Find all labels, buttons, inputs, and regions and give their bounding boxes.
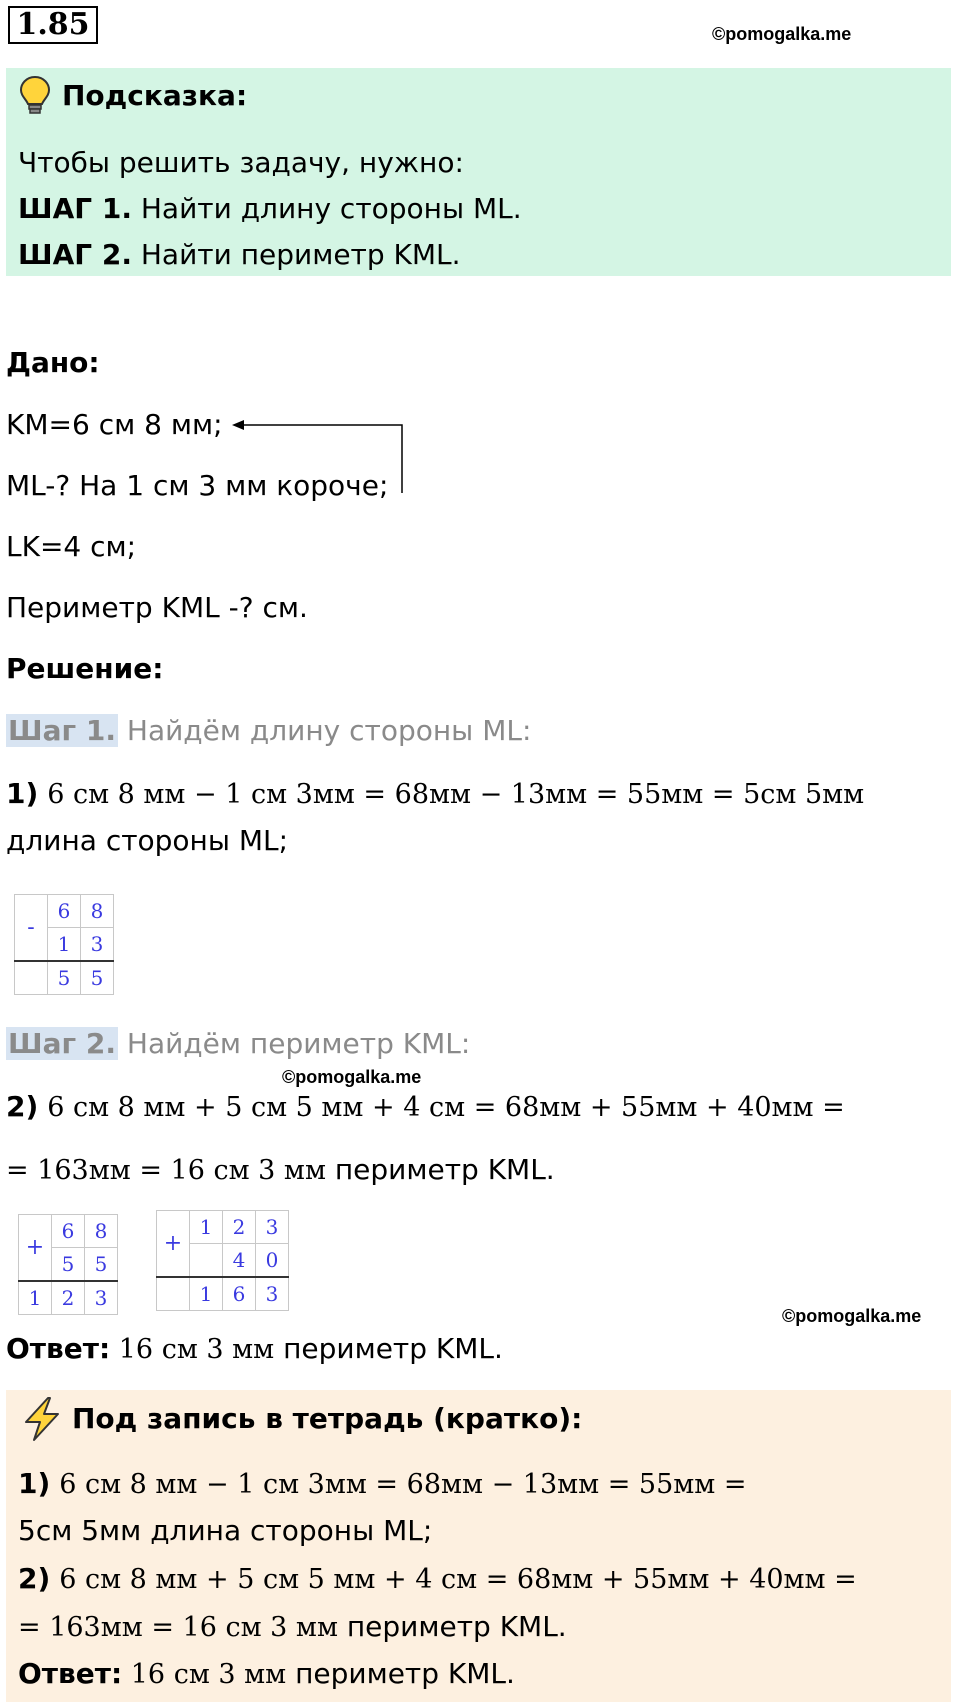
add2-sign: + bbox=[157, 1211, 190, 1278]
digit: 0 bbox=[256, 1244, 289, 1278]
digit: 3 bbox=[256, 1211, 289, 1244]
digit: 5 bbox=[52, 1248, 85, 1282]
column-addition-1 bbox=[18, 1214, 118, 1315]
solution-answer bbox=[6, 1332, 503, 1367]
notes-eq2-number: 2) bbox=[18, 1562, 51, 1595]
given-line-lk: LK=4 см; bbox=[6, 530, 137, 563]
digit bbox=[15, 961, 48, 995]
notes-answer-label: Ответ: bbox=[18, 1657, 123, 1690]
eq1-number: 1) bbox=[6, 777, 39, 810]
digit: 8 bbox=[85, 1215, 118, 1248]
step1-text: Найдём длину стороны ML: bbox=[117, 714, 532, 747]
relation-arrow bbox=[230, 415, 410, 495]
digit: 3 bbox=[256, 1277, 289, 1311]
digit: 1 bbox=[190, 1211, 223, 1244]
step1-label: Шаг 1. bbox=[8, 714, 116, 747]
eq1-math: 6 см 8 мм − 1 см 3мм = 68мм − 13мм = 55мм = 5см 5мм bbox=[47, 779, 865, 810]
step2-label: Шаг 2. bbox=[8, 1027, 116, 1060]
answer-label: Ответ: bbox=[6, 1332, 111, 1365]
digit: 6 bbox=[48, 895, 81, 928]
hint-step2 bbox=[18, 238, 461, 272]
eq2b-text: периметр KML. bbox=[325, 1153, 555, 1186]
given-line-ml: ML-? На 1 см 3 мм короче; bbox=[6, 469, 389, 502]
step2-text: Найдём периметр KML: bbox=[117, 1027, 471, 1060]
digit: 5 bbox=[48, 961, 81, 995]
given-line-perimeter: Периметр KML -? см. bbox=[6, 591, 308, 624]
task-number: 1.85 bbox=[8, 6, 98, 44]
digit: 5 bbox=[81, 961, 114, 995]
notes-eq1-number: 1) bbox=[18, 1467, 51, 1500]
answer-text: периметр KML. bbox=[274, 1332, 503, 1365]
hint-title: Подсказка: bbox=[62, 79, 248, 112]
solution-eq2 bbox=[6, 1090, 845, 1125]
eq2b-math: = 163мм = 16 см 3 мм bbox=[6, 1155, 326, 1186]
digit: 6 bbox=[52, 1215, 85, 1248]
notes-answer-math: 16 см 3 мм bbox=[122, 1659, 287, 1690]
solution-eq1 bbox=[6, 777, 864, 812]
hint-step2-label: ШАГ 2. bbox=[18, 238, 132, 271]
column-subtraction bbox=[14, 894, 114, 995]
digit: 1 bbox=[19, 1281, 52, 1315]
add1-sign: + bbox=[19, 1215, 52, 1282]
eq2-math: 6 см 8 мм + 5 см 5 мм + 4 см = 68мм + 55мм + 40мм = bbox=[47, 1092, 845, 1123]
hint-intro: Чтобы решить задачу, нужно: bbox=[18, 146, 464, 179]
solution-eq2b bbox=[6, 1153, 555, 1188]
notes-eq1-cont-value: 5см 5мм bbox=[18, 1514, 142, 1547]
notes-eq2 bbox=[18, 1562, 857, 1597]
hint-step1 bbox=[18, 192, 522, 226]
notes-answer-text: периметр KML. bbox=[286, 1657, 515, 1690]
digit: 6 bbox=[223, 1277, 256, 1311]
sub-sign: - bbox=[15, 895, 48, 962]
notes-eq1-text: длина стороны ML; bbox=[141, 1514, 433, 1547]
notes-eq1-math: 6 см 8 мм − 1 см 3мм = 68мм − 13мм = 55мм = bbox=[59, 1469, 747, 1500]
notes-eq1 bbox=[18, 1467, 747, 1502]
solution-title: Решение: bbox=[6, 652, 164, 685]
digit bbox=[157, 1277, 190, 1311]
lightning-icon bbox=[20, 1396, 64, 1442]
solution-step1 bbox=[6, 714, 531, 748]
watermark-bottom: ©pomogalka.me bbox=[782, 1306, 922, 1326]
watermark-top: ©pomogalka.me bbox=[712, 24, 852, 44]
notes-eq2b-math: = 163мм = 16 см 3 мм bbox=[18, 1612, 338, 1643]
given-title: Дано: bbox=[6, 346, 100, 379]
notes-eq2-math: 6 см 8 мм + 5 см 5 мм + 4 см = 68мм + 55мм + 40мм = bbox=[59, 1564, 857, 1595]
digit bbox=[190, 1244, 223, 1278]
digit: 2 bbox=[223, 1211, 256, 1244]
hint-step1-label: ШАГ 1. bbox=[18, 192, 132, 225]
digit: 8 bbox=[81, 895, 114, 928]
digit: 1 bbox=[48, 928, 81, 962]
notes-eq1-cont bbox=[18, 1514, 432, 1548]
hint-step2-text: Найти периметр KML. bbox=[131, 238, 461, 271]
digit: 4 bbox=[223, 1244, 256, 1278]
eq2-number: 2) bbox=[6, 1090, 39, 1123]
column-addition-2 bbox=[156, 1210, 289, 1311]
notes-eq2b bbox=[18, 1610, 567, 1645]
digit: 5 bbox=[85, 1248, 118, 1282]
digit: 3 bbox=[85, 1281, 118, 1315]
notes-title: Под запись в тетрадь (кратко): bbox=[72, 1402, 583, 1435]
notes-answer bbox=[18, 1657, 515, 1692]
answer-math: 16 см 3 мм bbox=[110, 1334, 275, 1365]
notes-eq2b-text: периметр KML. bbox=[337, 1610, 567, 1643]
given-line-km: KM=6 см 8 мм; bbox=[6, 408, 223, 441]
solution-eq1-text: длина стороны ML; bbox=[6, 824, 289, 857]
hint-step1-text: Найти длину стороны ML. bbox=[131, 192, 522, 225]
digit: 3 bbox=[81, 928, 114, 962]
digit: 2 bbox=[52, 1281, 85, 1315]
solution-step2 bbox=[6, 1027, 470, 1061]
lightbulb-icon bbox=[18, 74, 52, 116]
digit: 1 bbox=[190, 1277, 223, 1311]
watermark-middle: ©pomogalka.me bbox=[282, 1067, 422, 1087]
